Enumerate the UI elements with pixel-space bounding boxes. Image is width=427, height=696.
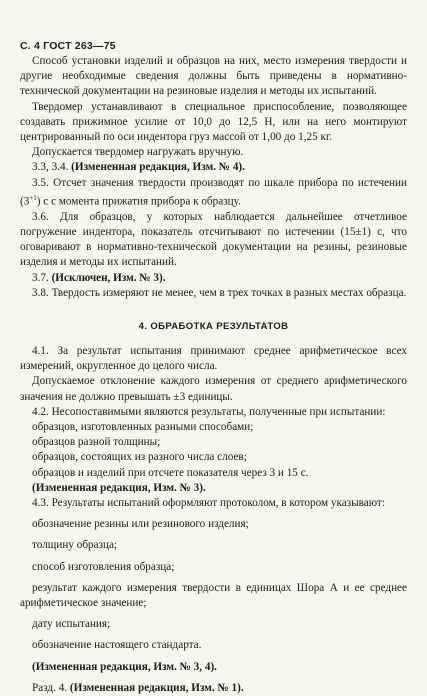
- amendment-note: (Измененная редакция, Изм. № 3, 4).: [32, 660, 217, 673]
- list-item: образцов разной толщины;: [32, 436, 161, 449]
- tolerance-superscript: +1: [29, 193, 37, 202]
- paragraph-durometer-setup: Твердомер устанавливают в специальное приспособление, позволяющее создавать прижимное усилие от 10,0 до 12,5 Н, или на него монтируют центрированный по оси индентора груз массой от 1,00 до 1,25 кг.: [20, 100, 407, 144]
- amendment-note: (Измененная редакция, Изм. № 4).: [71, 161, 245, 174]
- clause-number: 3.7.: [32, 271, 49, 284]
- paragraph-3-8: 3.8. Твердость измеряют не менее, чем в трех точках в разных местах образца.: [32, 286, 407, 299]
- amendment-note: (Измененная редакция, Изм. № 1).: [69, 681, 244, 694]
- paragraph-section-amendment: Разд. 4. (Измененная редакция, Изм. № 1).: [32, 681, 244, 694]
- list-item: способ изготовления образца;: [32, 560, 175, 573]
- list-item: дату испытания;: [32, 618, 111, 631]
- paragraph-installation-method: Способ установки изделий и образцов на них, место измерения твердости и другие необходимые сведения должны быть приведены в нормативно-технической документации на резиновые изделия и методы их испытаний.: [20, 55, 407, 98]
- list-item: обозначение резины или резинового изделия;: [32, 518, 249, 531]
- paragraph-3-6: 3.6. Для образцов, у которых наблюдается дальнейшее отчетливое погружение индентора, показатель отсчитывают по истечении (15±1) с, что оговаривают в нормативно-технической документации на резины, резиновые изделия и методы их испытаний.: [20, 210, 407, 269]
- paragraph-4-2: 4.2. Несопоставимыми являются результаты, полученные при испытании:: [32, 405, 386, 418]
- amendment-note: (Исключен, Изм. № 3).: [51, 271, 166, 284]
- paragraph-3-5: 3.5. Отсчет значения твердости производят по шкале прибора по истечении $(3^{+1})$ с с момента прижатия прибора к образцу.: [20, 176, 407, 208]
- paragraph-3-3-3-4: [20, 160, 407, 175]
- paragraph-3-7: [20, 271, 407, 286]
- section-title: 4. ОБРАБОТКА РЕЗУЛЬТАТОВ: [138, 320, 289, 332]
- page-header: С. 4 ГОСТ 263—75: [20, 40, 116, 52]
- page-body: [20, 54, 407, 696]
- amendment-note: (Измененная редакция, Изм. № 3).: [32, 481, 206, 494]
- list-item: толщину образца;: [32, 539, 118, 552]
- paragraph-manual-load: Допускается твердомер нагружать вручную.: [32, 146, 244, 159]
- clause-number: 3.3, 3.4.: [32, 161, 69, 174]
- paragraph-4-3: 4.3. Результаты испытаний оформляют протоколом, в котором указывают:: [32, 497, 385, 510]
- paragraph-4-1: 4.1. За результат испытания принимают среднее арифметическое всех измерений, округленное до целого числа.: [20, 344, 407, 373]
- list-item: образцов, состоящих из разного числа слоев;: [32, 451, 247, 464]
- list-item: результат каждого измерения твердости в единицах Шора А и ее среднее арифметическое значение;: [20, 581, 407, 610]
- paragraph-deviation: Допускаемое отклонение каждого измерения от среднего арифметического значения не должно превышать ±3 единицы.: [20, 375, 407, 403]
- list-item: образцов и изделий при отсчете показателя через 3 и 15 с.: [32, 466, 309, 479]
- list-item: обозначение настоящего стандарта.: [32, 639, 202, 652]
- list-item: образцов, изготовленных разными способами;: [32, 421, 254, 433]
